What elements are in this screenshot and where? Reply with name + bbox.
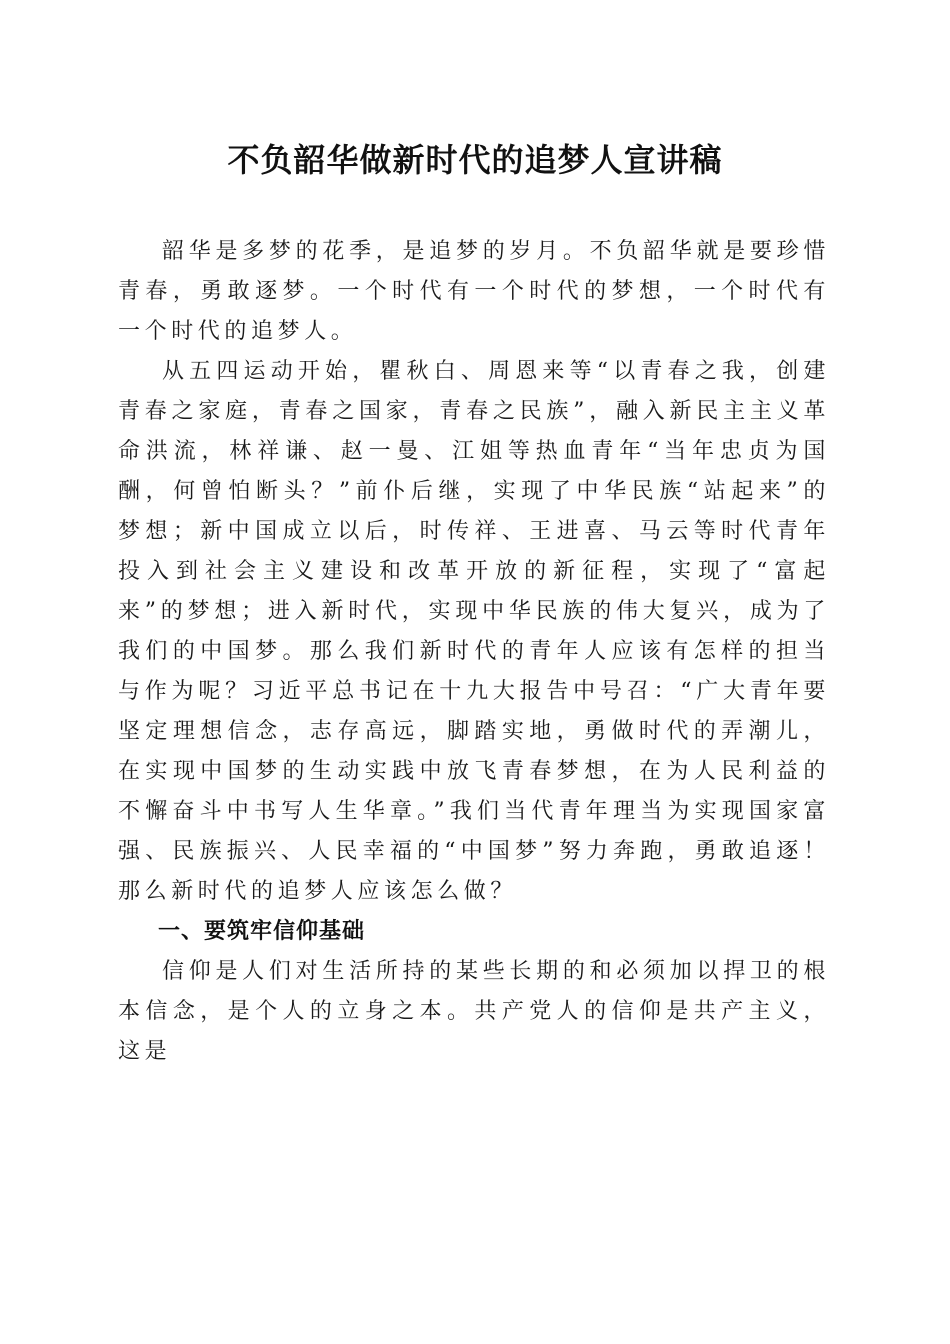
- document-body: [118, 232, 830, 1072]
- paragraph-history: 从五四运动开始，瞿秋白、周恩来等“以青春之我，创建青春之家庭，青春之国家，青春之民族”，融入新民主主义革命洪流，林祥谦、赵一曼、江姐等热血青年“当年忠贞为国酬，何曾怕断头？”前仆后继，实现了中华民族“站起来”的梦想；新中国成立以后，时传祥、王进喜、马云等时代青年投入到社会主义建设和改革开放的新征程，实现了“富起来”的梦想；进入新时代，实现中华民族的伟大复兴，成为了我们的中国梦。那么我们新时代的青年人应该有怎样的担当与作为呢？习近平总书记在十九大报告中号召：“广大青年要坚定理想信念，志存高远，脚踏实地，勇做时代的弄潮儿，在实现中国梦的生动实践中放飞青春梦想，在为人民利益的不懈奋斗中书写人生华章。”我们当代青年理当为实现国家富强、民族振兴、人民幸福的“中国梦”努力奔跑，勇敢追逐！那么新时代的追梦人应该怎么做？: [118, 359, 830, 904]
- paragraph-section: 信仰是人们对生活所持的某些长期的和必须加以捍卫的根本信念，是个人的立身之本。共产党人的信仰是共产主义，这是: [118, 959, 830, 1064]
- document-title: 不负韶华做新时代的追梦人宣讲稿: [227, 141, 723, 179]
- section-heading: 一、要筑牢信仰基础: [158, 919, 366, 944]
- paragraph-intro: 韶华是多梦的花季，是追梦的岁月。不负韶华就是要珍惜青春，勇敢逐梦。一个时代有一个时代的梦想，一个时代有一个时代的追梦人。: [118, 239, 830, 344]
